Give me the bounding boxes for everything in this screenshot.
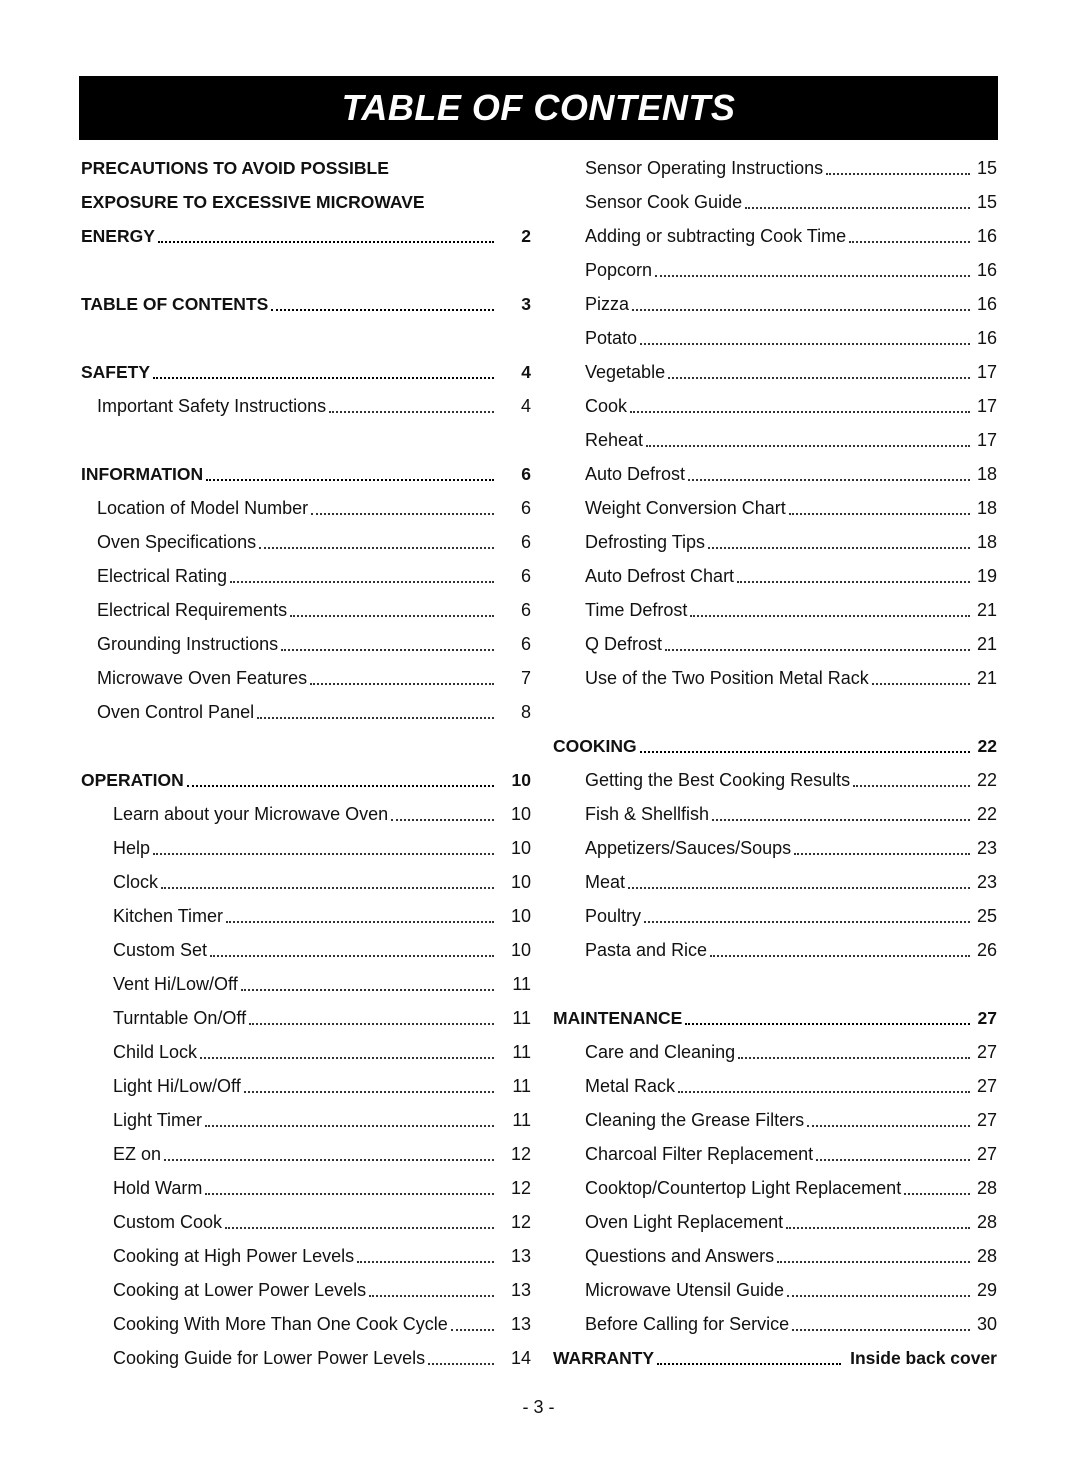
- toc-entry-label: Cooking Guide for Lower Power Levels: [113, 1347, 426, 1368]
- toc-entry[interactable]: [553, 831, 997, 865]
- toc-entry-label: WARRANTY: [553, 1347, 655, 1368]
- toc-entry[interactable]: [553, 1273, 997, 1307]
- dot-leader: [153, 853, 494, 855]
- toc-entry-label: COOKING: [553, 735, 637, 756]
- toc-entry-label: Vent Hi/Low/Off: [113, 973, 238, 994]
- toc-entry[interactable]: [553, 457, 997, 491]
- toc-entry-page: 17: [976, 361, 997, 382]
- toc-entry-page: 11: [512, 1007, 531, 1028]
- toc-entry-label: EZ on: [113, 1143, 162, 1164]
- toc-entry[interactable]: [553, 1001, 997, 1035]
- dot-leader: [200, 1057, 494, 1059]
- toc-entry-page: Inside back cover: [850, 1347, 997, 1368]
- toc-entry-label: Cooking With More Than One Cook Cycle: [113, 1313, 448, 1334]
- toc-entry-page: 16: [976, 293, 997, 314]
- toc-entry[interactable]: [81, 491, 531, 525]
- toc-entry-page: 18: [976, 463, 997, 484]
- toc-entry-page: 14: [510, 1347, 531, 1368]
- toc-entry[interactable]: [553, 763, 997, 797]
- toc-entry-page: 12: [510, 1143, 531, 1164]
- toc-entry[interactable]: [553, 185, 997, 219]
- toc-entry-label: Custom Set: [113, 939, 208, 960]
- toc-entry-page: 11: [512, 973, 531, 994]
- dot-leader: [632, 309, 970, 311]
- dot-leader: [853, 785, 970, 787]
- toc-entry-page: 13: [510, 1313, 531, 1334]
- toc-entry-page: 15: [976, 157, 997, 178]
- toc-entry-page: 10: [510, 837, 531, 858]
- toc-entry-label: Vegetable: [585, 361, 666, 382]
- dot-leader: [628, 887, 970, 889]
- toc-entry[interactable]: [81, 661, 531, 695]
- toc-entry[interactable]: [553, 151, 997, 185]
- page-title: TABLE OF CONTENTS: [341, 87, 736, 128]
- toc-entry-label: Charcoal Filter Replacement: [585, 1143, 814, 1164]
- toc-entry-page: 18: [976, 497, 997, 518]
- dot-leader: [777, 1261, 970, 1263]
- dot-leader: [153, 377, 494, 379]
- toc-entry[interactable]: [81, 1103, 531, 1137]
- toc-entry[interactable]: [81, 627, 531, 661]
- toc-entry[interactable]: [81, 1001, 531, 1035]
- toc-entry-label: Time Defrost: [585, 599, 688, 620]
- toc-entry[interactable]: [553, 1035, 997, 1069]
- toc-entry-label: Q Defrost: [585, 633, 663, 654]
- toc-entry[interactable]: [553, 627, 997, 661]
- toc-entry-label: Oven Specifications: [97, 531, 257, 552]
- dot-leader: [738, 1057, 970, 1059]
- dot-leader: [685, 1023, 970, 1025]
- toc-entry-page: 22: [976, 803, 997, 824]
- toc-entry-page: 3: [521, 293, 531, 314]
- toc-entry[interactable]: [81, 355, 531, 389]
- toc-entry-label: EXPOSURE TO EXCESSIVE MICROWAVE: [81, 191, 425, 212]
- dot-leader: [311, 513, 494, 515]
- dot-leader: [904, 1193, 970, 1195]
- dot-leader: [290, 615, 494, 617]
- dot-leader: [164, 1159, 494, 1161]
- toc-entry[interactable]: [553, 491, 997, 525]
- toc-entry[interactable]: [81, 389, 531, 423]
- toc-entry[interactable]: [81, 151, 531, 185]
- toc-entry-page: 19: [976, 565, 997, 586]
- toc-entry-page: 6: [520, 633, 531, 654]
- dot-leader: [428, 1363, 494, 1365]
- toc-entry[interactable]: [81, 899, 531, 933]
- dot-leader: [281, 649, 494, 651]
- dot-leader: [690, 615, 970, 617]
- toc-entry-page: 18: [976, 531, 997, 552]
- toc-entry-page: 8: [520, 701, 531, 722]
- toc-entry[interactable]: [553, 593, 997, 627]
- toc-entry-label: Turntable On/Off: [113, 1007, 247, 1028]
- dot-leader: [786, 1227, 970, 1229]
- dot-leader: [369, 1295, 494, 1297]
- toc-entry[interactable]: [553, 797, 997, 831]
- toc-entry-label: Location of Model Number: [97, 497, 309, 518]
- toc-entry-label: Oven Control Panel: [97, 701, 255, 722]
- toc-entry-page: 27: [976, 1109, 997, 1130]
- toc-entry[interactable]: [553, 423, 997, 457]
- toc-entry-label: Kitchen Timer: [113, 905, 224, 926]
- toc-entry[interactable]: [553, 865, 997, 899]
- toc-entry[interactable]: [81, 287, 531, 321]
- dot-leader: [712, 819, 970, 821]
- toc-entry-page: 21: [976, 599, 997, 620]
- dot-leader: [271, 309, 494, 311]
- toc-entry[interactable]: [553, 287, 997, 321]
- toc-entry-label: Oven Light Replacement: [585, 1211, 784, 1232]
- toc-entry-label: Microwave Utensil Guide: [585, 1279, 785, 1300]
- toc-entry-label: Electrical Requirements: [97, 599, 288, 620]
- dot-leader: [665, 649, 970, 651]
- dot-leader: [310, 683, 494, 685]
- toc-entry[interactable]: [553, 321, 997, 355]
- toc-entry[interactable]: [553, 1171, 997, 1205]
- toc-entry[interactable]: [553, 933, 997, 967]
- dot-leader: [244, 1091, 494, 1093]
- toc-entry[interactable]: [81, 219, 531, 253]
- dot-leader: [849, 241, 970, 243]
- toc-entry-label: Reheat: [585, 429, 644, 450]
- toc-entry[interactable]: [81, 525, 531, 559]
- toc-entry-page: 27: [976, 1143, 997, 1164]
- toc-entry[interactable]: [81, 1171, 531, 1205]
- dot-leader: [655, 275, 970, 277]
- toc-entry-label: Cook: [585, 395, 628, 416]
- toc-entry-label: Auto Defrost: [585, 463, 686, 484]
- toc-entry-page: 10: [511, 769, 531, 790]
- toc-entry-page: 26: [976, 939, 997, 960]
- dot-leader: [640, 751, 970, 753]
- toc-entry[interactable]: [553, 1239, 997, 1273]
- dot-leader: [257, 717, 494, 719]
- toc-entry-label: Microwave Oven Features: [97, 667, 308, 688]
- toc-entry-page: 22: [976, 769, 997, 790]
- dot-leader: [640, 343, 970, 345]
- toc-entry[interactable]: [553, 1069, 997, 1103]
- toc-entry[interactable]: [553, 355, 997, 389]
- toc-entry-label: Before Calling for Service: [585, 1313, 790, 1334]
- toc-entry-page: 13: [510, 1279, 531, 1300]
- toc-entry-page: 10: [510, 803, 531, 824]
- toc-entry-page: 17: [976, 429, 997, 450]
- toc-entry-label: Meat: [585, 871, 626, 892]
- toc-entry-label: Pizza: [585, 293, 630, 314]
- toc-entry-label: Important Safety Instructions: [97, 395, 327, 416]
- toc-entry[interactable]: [81, 797, 531, 831]
- toc-entry-page: 28: [976, 1245, 997, 1266]
- toc-entry-label: Fish & Shellfish: [585, 803, 710, 824]
- toc-entry-label: Use of the Two Position Metal Rack: [585, 667, 869, 688]
- dot-leader: [745, 207, 970, 209]
- toc-entry-label: Appetizers/Sauces/Soups: [585, 837, 792, 858]
- toc-entry-label: MAINTENANCE: [553, 1007, 683, 1028]
- toc-entry[interactable]: [81, 1307, 531, 1341]
- toc-entry-label: Metal Rack: [585, 1075, 676, 1096]
- dot-leader: [158, 241, 494, 243]
- toc-entry-label: Cleaning the Grease Filters: [585, 1109, 805, 1130]
- dot-leader: [161, 887, 494, 889]
- dot-leader: [792, 1329, 970, 1331]
- toc-entry-label: ENERGY: [81, 225, 155, 246]
- toc-entry[interactable]: [81, 559, 531, 593]
- toc-entry-page: 6: [521, 463, 531, 484]
- dot-leader: [668, 377, 970, 379]
- dot-leader: [329, 411, 494, 413]
- toc-entry-page: 10: [510, 905, 531, 926]
- toc-entry[interactable]: [81, 185, 531, 219]
- toc-entry-label: Cooktop/Countertop Light Replacement: [585, 1177, 902, 1198]
- dot-leader: [230, 581, 494, 583]
- toc-entry-page: 23: [976, 871, 997, 892]
- dot-leader: [826, 173, 970, 175]
- toc-entry-label: Questions and Answers: [585, 1245, 775, 1266]
- toc-entry-label: Defrosting Tips: [585, 531, 706, 552]
- dot-leader: [391, 819, 494, 821]
- toc-entry-label: Adding or subtracting Cook Time: [585, 225, 847, 246]
- toc-entry-page: 12: [510, 1177, 531, 1198]
- toc-entry-label: Custom Cook: [113, 1211, 223, 1232]
- toc-entry[interactable]: [81, 1341, 531, 1375]
- toc-entry-page: 13: [510, 1245, 531, 1266]
- toc-entry[interactable]: [553, 559, 997, 593]
- toc-entry-page: 6: [520, 531, 531, 552]
- toc-entry-page: 27: [976, 1041, 997, 1062]
- toc-entry-label: Poultry: [585, 905, 642, 926]
- toc-entry[interactable]: [81, 831, 531, 865]
- toc-entry[interactable]: [81, 1273, 531, 1307]
- toc-entry-page: 2: [521, 225, 531, 246]
- dot-leader: [206, 479, 494, 481]
- toc-entry-page: 6: [520, 497, 531, 518]
- dot-leader: [678, 1091, 970, 1093]
- toc-entry-label: TABLE OF CONTENTS: [81, 293, 269, 314]
- toc-entry[interactable]: [553, 253, 997, 287]
- page-number: - 3 -: [522, 1397, 555, 1417]
- toc-entry-label: Sensor Cook Guide: [585, 191, 743, 212]
- toc-entry[interactable]: [553, 1205, 997, 1239]
- dot-leader: [657, 1363, 841, 1365]
- toc-entry-label: Electrical Rating: [97, 565, 228, 586]
- toc-entry-label: Cooking at Lower Power Levels: [113, 1279, 367, 1300]
- toc-entry[interactable]: [81, 1069, 531, 1103]
- toc-entry-page: 6: [520, 599, 531, 620]
- toc-entry[interactable]: [81, 1239, 531, 1273]
- toc-entry-label: Care and Cleaning: [585, 1041, 736, 1062]
- toc-entry-page: 27: [977, 1007, 997, 1028]
- dot-leader: [807, 1125, 970, 1127]
- dot-leader: [205, 1125, 494, 1127]
- toc-entry-page: 10: [510, 871, 531, 892]
- dot-leader: [241, 989, 494, 991]
- toc-entry[interactable]: [553, 525, 997, 559]
- dot-leader: [737, 581, 970, 583]
- toc-entry-label: Clock: [113, 871, 159, 892]
- toc-entry-label: Sensor Operating Instructions: [585, 157, 824, 178]
- toc-entry-page: 28: [976, 1211, 997, 1232]
- toc-entry-label: Potato: [585, 327, 638, 348]
- toc-entry-page: 28: [976, 1177, 997, 1198]
- toc-entry-page: 23: [976, 837, 997, 858]
- toc-entry[interactable]: [81, 933, 531, 967]
- toc-entry-label: Popcorn: [585, 259, 653, 280]
- dot-leader: [644, 921, 970, 923]
- dot-leader: [225, 1227, 494, 1229]
- toc-entry-label: Child Lock: [113, 1041, 198, 1062]
- toc-entry[interactable]: [553, 1103, 997, 1137]
- toc-entry-label: Hold Warm: [113, 1177, 203, 1198]
- toc-entry[interactable]: [81, 763, 531, 797]
- toc-entry-label: SAFETY: [81, 361, 151, 382]
- toc-entry-label: Learn about your Microwave Oven: [113, 803, 389, 824]
- toc-entry-page: 6: [520, 565, 531, 586]
- toc-entry[interactable]: [81, 967, 531, 1001]
- header-bar: [79, 76, 998, 140]
- toc-entry-label: Light Hi/Low/Off: [113, 1075, 241, 1096]
- toc-entry-label: Light Timer: [113, 1109, 203, 1130]
- dot-leader: [259, 547, 494, 549]
- toc-entry[interactable]: [81, 1035, 531, 1069]
- toc-entry[interactable]: [553, 729, 997, 763]
- toc-entry[interactable]: [553, 1137, 997, 1171]
- toc-entry-page: 15: [976, 191, 997, 212]
- toc-entry[interactable]: [553, 1341, 997, 1375]
- dot-leader: [249, 1023, 494, 1025]
- toc-entry-label: Auto Defrost Chart: [585, 565, 735, 586]
- toc-entry-label: OPERATION: [81, 769, 184, 790]
- toc-entry-label: INFORMATION: [81, 463, 204, 484]
- toc-entry-page: 16: [976, 225, 997, 246]
- dot-leader: [210, 955, 494, 957]
- dot-leader: [451, 1329, 494, 1331]
- dot-leader: [789, 513, 970, 515]
- dot-leader: [688, 479, 970, 481]
- dot-leader: [226, 921, 494, 923]
- toc-entry-page: 25: [976, 905, 997, 926]
- dot-leader: [187, 785, 494, 787]
- dot-leader: [205, 1193, 494, 1195]
- toc-entry[interactable]: [81, 457, 531, 491]
- toc-entry-page: 30: [976, 1313, 997, 1334]
- dot-leader: [708, 547, 970, 549]
- toc-entry-page: 16: [976, 327, 997, 348]
- dot-leader: [630, 411, 970, 413]
- toc-entry-label: Grounding Instructions: [97, 633, 279, 654]
- toc-entry-page: 11: [512, 1109, 531, 1130]
- dot-leader: [816, 1159, 970, 1161]
- toc-entry-label: Pasta and Rice: [585, 939, 708, 960]
- toc-entry-page: 7: [520, 667, 531, 688]
- toc-entry[interactable]: [81, 1137, 531, 1171]
- toc-entry-page: 11: [512, 1075, 531, 1096]
- toc-entry[interactable]: [81, 593, 531, 627]
- toc-entry-page: 21: [976, 633, 997, 654]
- toc-entry-page: 29: [976, 1279, 997, 1300]
- dot-leader: [646, 445, 970, 447]
- toc-entry-page: 4: [520, 395, 531, 416]
- toc-entry-page: 12: [510, 1211, 531, 1232]
- dot-leader: [787, 1295, 970, 1297]
- toc-entry-page: 10: [510, 939, 531, 960]
- toc-entry-page: 22: [977, 735, 997, 756]
- toc-entry-label: Weight Conversion Chart: [585, 497, 786, 518]
- toc-entry-label: Help: [113, 837, 151, 858]
- toc-entry-page: 21: [976, 667, 997, 688]
- toc-entry-label: Cooking at High Power Levels: [113, 1245, 355, 1266]
- toc-entry[interactable]: [553, 219, 997, 253]
- dot-leader: [794, 853, 970, 855]
- toc-entry[interactable]: [553, 899, 997, 933]
- toc-entry[interactable]: [81, 695, 531, 729]
- dot-leader: [357, 1261, 494, 1263]
- toc-entry-label: Getting the Best Cooking Results: [585, 769, 851, 790]
- dot-leader: [710, 955, 970, 957]
- toc-entry-page: 17: [976, 395, 997, 416]
- toc-entry[interactable]: [553, 389, 997, 423]
- toc-entry-page: 27: [976, 1075, 997, 1096]
- dot-leader: [872, 683, 970, 685]
- toc-entry[interactable]: [553, 661, 997, 695]
- toc-entry[interactable]: [81, 865, 531, 899]
- toc-entry-label: PRECAUTIONS TO AVOID POSSIBLE: [81, 157, 389, 178]
- toc-entry-page: 16: [976, 259, 997, 280]
- toc-entry-page: 4: [521, 361, 531, 382]
- toc-entry[interactable]: [553, 1307, 997, 1341]
- toc-entry[interactable]: [81, 1205, 531, 1239]
- toc-entry-page: 11: [512, 1041, 531, 1062]
